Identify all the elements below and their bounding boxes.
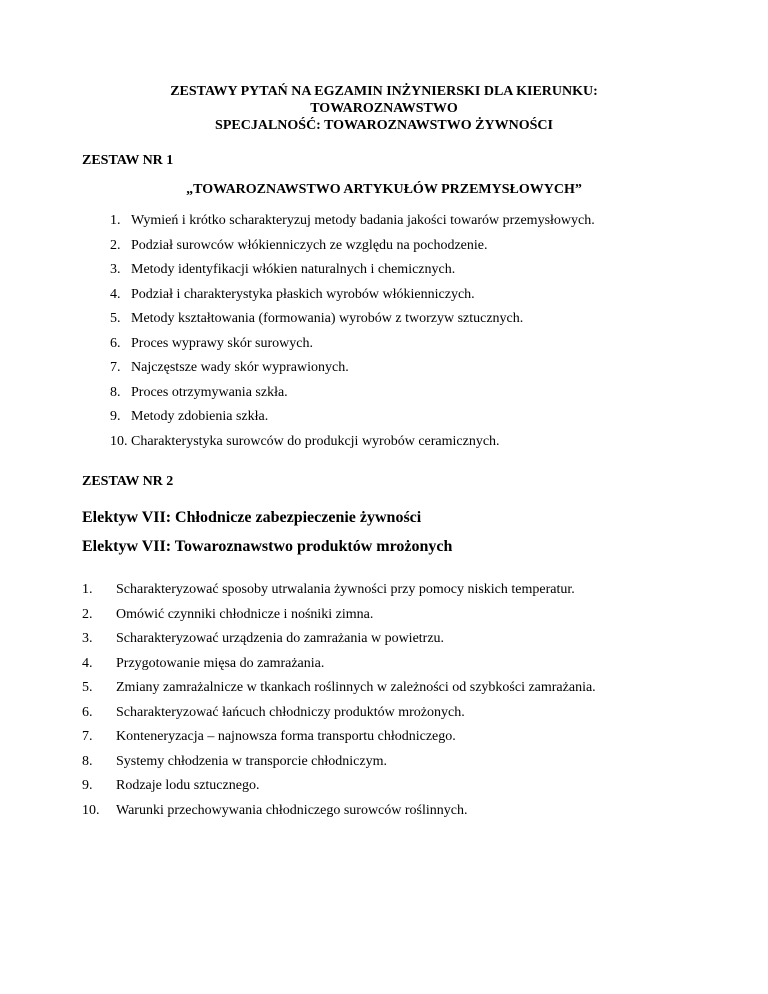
question-number: 8.: [110, 384, 121, 400]
question-number: 5.: [82, 680, 93, 695]
question-text: Proces wyprawy skór surowych.: [131, 335, 313, 351]
question-text: Omówić czynniki chłodnicze i nośniki zimna.: [116, 606, 374, 622]
question-number: 4.: [110, 286, 121, 302]
question-text: Scharakteryzować łańcuch chłodniczy produktów mrożonych.: [116, 704, 465, 720]
header-line-1: ZESTAWY PYTAŃ NA EGZAMIN INŻYNIERSKI DLA KIERUNKU:: [170, 84, 598, 99]
question-text: Warunki przechowywania chłodniczego surowców roślinnych.: [116, 802, 468, 818]
question-text: Scharakteryzować urządzenia do zamrażania w powietrzu.: [116, 631, 445, 646]
document-header: [0, 83, 768, 134]
question-number: 10.: [82, 802, 100, 818]
question-text: Metody zdobienia szkła.: [131, 409, 269, 424]
set-1-title: ZESTAW NR 1: [82, 153, 174, 168]
set-1-subject: „TOWAROZNAWSTWO ARTYKUŁÓW PRZEMYSŁOWYCH”: [186, 182, 582, 197]
question-text: Metody identyfikacji włókien naturalnych i chemicznych.: [131, 262, 456, 277]
question-number: 5.: [110, 311, 121, 326]
question-text: Metody kształtowania (formowania) wyrobów z tworzyw sztucznych.: [131, 311, 524, 326]
set-2-elective-2: Elektyw VII: Towaroznawstwo produktów mrożonych: [82, 538, 453, 555]
question-number: 1.: [82, 582, 93, 597]
set-2-title: ZESTAW NR 2: [82, 474, 174, 489]
question-number: 8.: [82, 753, 93, 769]
question-text: Wymień i krótko scharakteryzuj metody badania jakości towarów przemysłowych.: [131, 213, 595, 228]
question-text: Podział i charakterystyka płaskich wyrobów włókienniczych.: [131, 286, 475, 302]
question-text: Konteneryzacja – najnowsza forma transportu chłodniczego.: [116, 729, 456, 744]
header-line-2: TOWAROZNAWSTWO: [310, 101, 458, 116]
question-number: 2.: [110, 237, 121, 253]
question-number: 9.: [110, 409, 121, 424]
question-number: 1.: [110, 213, 121, 228]
question-number: 10.: [110, 433, 128, 449]
question-text: Charakterystyka surowców do produkcji wyrobów ceramicznych.: [131, 433, 500, 449]
set-2-elective-1: Elektyw VII: Chłodnicze zabezpieczenie żywności: [82, 509, 422, 526]
question-number: 7.: [82, 729, 93, 744]
question-text: Scharakteryzować sposoby utrwalania żywności przy pomocy niskich temperatur.: [116, 582, 575, 597]
question-number: 7.: [110, 360, 121, 375]
question-text: Proces otrzymywania szkła.: [131, 384, 288, 400]
question-number: 3.: [110, 262, 121, 277]
question-text: Przygotowanie mięsa do zamrażania.: [116, 655, 325, 671]
question-number: 9.: [82, 778, 93, 793]
question-text: Zmiany zamrażalnicze w tkankach roślinnych w zależności od szybkości zamrażania.: [116, 680, 596, 695]
question-text: Podział surowców włókienniczych ze względu na pochodzenie.: [131, 237, 488, 253]
question-number: 6.: [110, 335, 121, 351]
question-number: 2.: [82, 606, 93, 622]
header-line-3: SPECJALNOŚĆ: TOWAROZNAWSTWO ŻYWNOŚCI: [215, 118, 553, 133]
question-text: Najczęstsze wady skór wyprawionych.: [131, 360, 349, 375]
question-number: 3.: [82, 631, 93, 646]
question-text: Rodzaje lodu sztucznego.: [116, 778, 260, 793]
question-number: 6.: [82, 704, 93, 720]
question-number: 4.: [82, 655, 93, 671]
question-text: Systemy chłodzenia w transporcie chłodniczym.: [116, 753, 387, 769]
